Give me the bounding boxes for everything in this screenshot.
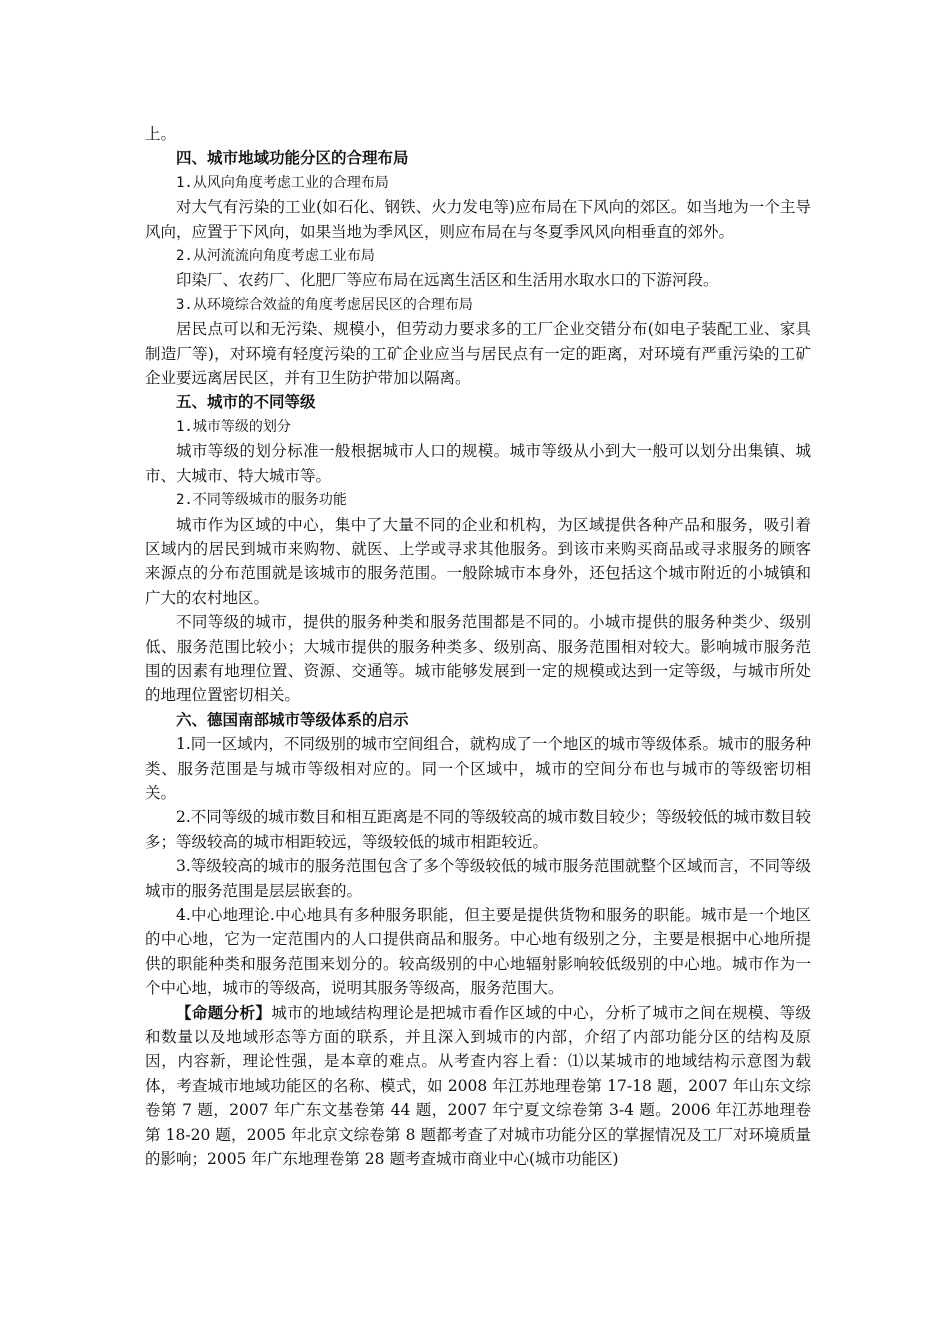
paragraph: 印染厂、农药厂、化肥厂等应布局在远离生活区和生活用水取水口的下游河段。 <box>176 271 719 290</box>
subheading: 2.不同等级城市的服务功能 <box>176 492 347 509</box>
analysis-label: 【命题分析】 <box>176 1002 272 1022</box>
paragraph: 城市作为区域的中心，集中了大量不同的企业和机构，为区域提供各种产品和服务，吸引着区域内的居民到城市来购物、就医、上学或寻求其他服务。到该市来购买商品或寻求服务的顾客来源点的分布范围就是该城市的服务范围。一般除城市本身外，还包括这个城市附近的小城镇和广大的农村地区。 <box>145 515 811 607</box>
section-heading: 六、德国南部城市等级体系的启示 <box>176 710 409 729</box>
paragraph: 城市等级的划分标准一般根据城市人口的规模。城市等级从小到大一般可以划分出集镇、城市、大城市、特大城市等。 <box>145 442 811 485</box>
subheading: 1.从风向角度考虑工业的合理布局 <box>176 174 389 191</box>
paragraph: 4.中心地理论.中心地具有多种服务职能，但主要是提供货物和服务的职能。城市是一个地区的中心地，它为一定范围内的人口提供商品和服务。中心地有级别之分，主要是根据中心地所提供的职能种类和服务范围来划分的。较高级别的中心地辐射影响较低级别的中心地。城市作为一个中心地，城市的等级高，说明其服务等级高，服务范围大。 <box>145 906 811 998</box>
section-heading: 四、城市地域功能分区的合理布局 <box>176 149 409 168</box>
analysis-text: 城市的地域结构理论是把城市看作区域的中心，分析了城市之间在规模、等级和数量以及地域形态等方面的联系，并且深入到城市的内部，介绍了内部功能分区的结构及原因，内容新，理论性强，是本章的难点。从考查内容上看：⑴以某城市的地域结构示意图为载体，考查城市地域功能区的名称、模式，如 2008 年江苏地理卷第 17-18 题，2007 年山东文综卷第 7 题，2007 年广东文基卷第 44 题，2007 年宁夏文综卷第 3-4 题。2006 年江苏地理卷第 18-20 题，2005 年北京文综卷第 8 题都考查了对城市功能分区的掌握情况及工厂对环境质量的影响；2005 年广东地理卷第 28 题考查城市商业中心(城市功能区) <box>145 1003 811 1169</box>
section-heading: 五、城市的不同等级 <box>176 393 316 412</box>
paragraph: 1.同一区域内，不同级别的城市空间组合，就构成了一个地区的城市等级体系。城市的服务种类、服务范围是与城市等级相对应的。同一个区域中，城市的空间分布也与城市的等级密切相关。 <box>145 735 811 802</box>
paragraph: 居民点可以和无污染、规模小，但劳动力要求多的工厂企业交错分布(如电子装配工业、家具制造厂等)，对环境有轻度污染的工矿企业应当与居民点有一定的距离，对环境有严重污染的工矿企业要远离居民区，并有卫生防护带加以隔离。 <box>145 320 811 388</box>
document-body <box>145 122 811 1171</box>
paragraph: 2.不同等级的城市数目和相互距离是不同的等级较高的城市数目较少；等级较低的城市数目较多；等级较高的城市相距较远，等级较低的城市相距较近。 <box>145 808 811 851</box>
paragraph: 3.等级较高的城市的服务范围包含了多个等级较低的城市服务范围就整个区域而言，不同等级城市的服务范围是层层嵌套的。 <box>145 857 811 900</box>
analysis-paragraph <box>145 1001 811 1172</box>
subheading: 1.城市等级的划分 <box>176 418 291 435</box>
paragraph: 上。 <box>145 125 177 143</box>
paragraph: 对大气有污染的工业(如石化、钢铁、火力发电等)应布局在下风向的郊区。如当地为一个主导风向，应置于下风向，如果当地为季风区，则应布局在与冬夏季风风向相垂直的郊外。 <box>145 198 811 241</box>
subheading: 2.从河流流向角度考虑工业布局 <box>176 248 375 265</box>
subheading: 3.从环境综合效益的角度考虑居民区的合理布局 <box>176 296 473 313</box>
paragraph: 不同等级的城市，提供的服务种类和服务范围都是不同的。小城市提供的服务种类少、级别低、服务范围比较小；大城市提供的服务种类多、级别高、服务范围相对较大。影响城市服务范围的因素有地理位置、资源、交通等。城市能够发展到一定的规模或达到一定等级，与城市所处的地理位置密切相关。 <box>145 613 811 705</box>
